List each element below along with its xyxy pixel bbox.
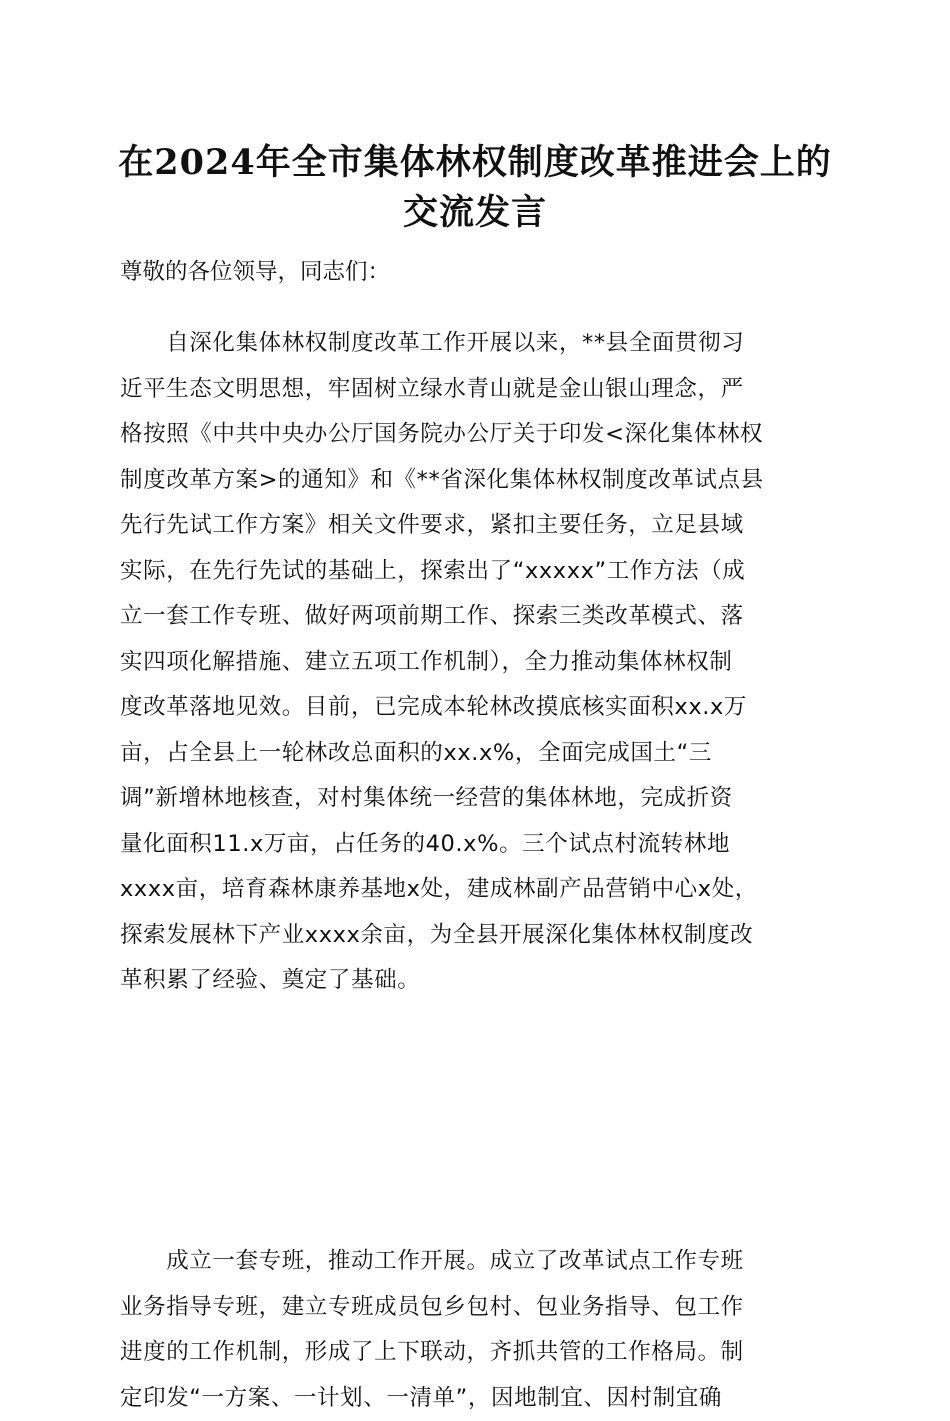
text-line: 定印发“一方案、一计划、一清单”，因地制宜、因村制宜确 xyxy=(120,1376,832,1421)
paragraph xyxy=(120,1239,832,1421)
text-line: 亩，占全县上一轮林改总面积的xx.x%，全面完成国土“三 xyxy=(120,731,832,777)
salutation: 尊敬的各位领导，同志们： xyxy=(120,250,390,295)
text-line: 进度的工作机制，形成了上下联动，齐抓共管的工作格局。制 xyxy=(120,1330,832,1376)
document-title xyxy=(80,138,870,238)
text-line: 制度改革方案>的通知》和《**省深化集体林权制度改革试点县 xyxy=(120,458,832,504)
text-line: 业务指导专班，建立专班成员包乡包村、包业务指导、包工作 xyxy=(120,1285,832,1331)
text-line: 调”新增林地核查，对村集体统一经营的集体林地，完成折资 xyxy=(120,776,832,822)
text-line: 格按照《中共中央办公厅国务院办公厅关于印发<深化集体林权 xyxy=(120,412,832,458)
title-line: 在2024年全市集体林权制度改革推进会上的 xyxy=(80,138,870,188)
text-line: 实际，在先行先试的基础上，探索出了“xxxxx”工作方法（成 xyxy=(120,549,832,595)
text-line: 近平生态文明思想，牢固树立绿水青山就是金山银山理念，严 xyxy=(120,367,832,413)
text-line: 探索发展林下产业xxxx余亩，为全县开展深化集体林权制度改 xyxy=(120,913,832,959)
text-line: 革积累了经验、奠定了基础。 xyxy=(120,958,832,1004)
text-line: 量化面积11.x万亩，占任务的40.x%。三个试点村流转林地 xyxy=(120,822,832,868)
text-line: 实四项化解措施、建立五项工作机制），全力推动集体林权制 xyxy=(120,640,832,686)
text-line: 自深化集体林权制度改革工作开展以来，**县全面贯彻习 xyxy=(120,321,832,367)
title-line: 交流发言 xyxy=(80,188,870,238)
text-line: 立一套工作专班、做好两项前期工作、探索三类改革模式、落 xyxy=(120,594,832,640)
text-line: 成立一套专班，推动工作开展。成立了改革试点工作专班 xyxy=(120,1239,832,1285)
text-line: 先行先试工作方案》相关文件要求，紧扣主要任务，立足县域 xyxy=(120,503,832,549)
text-line: 度改革落地见效。目前，已完成本轮林改摸底核实面积xx.x万 xyxy=(120,685,832,731)
text-line: xxxx亩，培育森林康养基地x处，建成林副产品营销中心x处， xyxy=(120,867,832,913)
paragraph xyxy=(120,321,832,1004)
